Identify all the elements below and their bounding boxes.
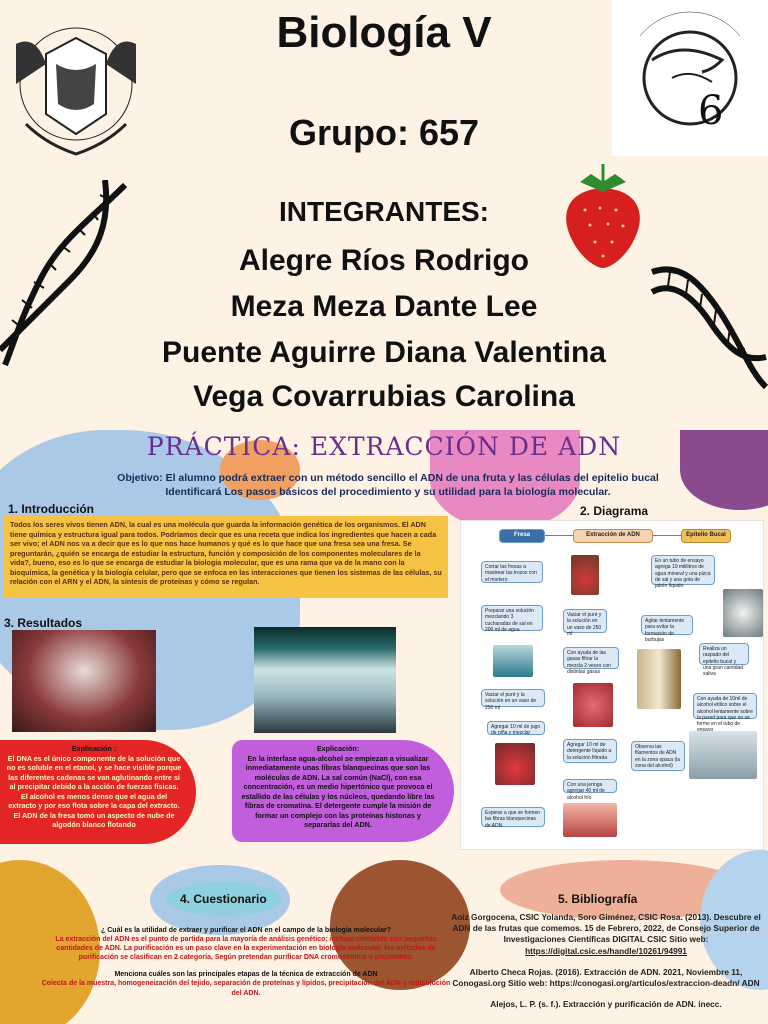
diagram-photo: [689, 731, 757, 779]
diagram-step: Vaciar el puré y la solución en un vaso de 250 ml: [481, 689, 545, 707]
result-explanation-right: [232, 740, 454, 842]
enp-logo-number: 6: [698, 88, 724, 134]
diagram-step: Observa las filamentos de ADN en la zona opaca (la zona del alcohol): [631, 741, 685, 771]
members-heading: INTEGRANTES:: [279, 196, 489, 227]
reference-2: Alberto Checa Rojas. (2016). Extracción de ADN. 2021, Noviembre 11, Conogasi.org Sitio web: https://conogasi.org/articulos/extraccion-deadn/ ADN: [452, 966, 760, 988]
question-1: ¿ Cuál es la utilidad de extraer y purificar el ADN en el campo de la biología molecular?: [101, 927, 391, 934]
member-name: Puente Aguirre Diana Valentina: [161, 336, 606, 369]
member-name: Vega Covarrubias Carolina: [193, 380, 575, 413]
result-photo-cheek: [254, 627, 396, 733]
diagram-photo: [723, 589, 763, 637]
diagram-step: Agregar 10 ml de detergente líquido a la solución filtrada: [563, 739, 617, 763]
diagram-photo: [571, 555, 599, 595]
diagram-step: Con una jeringa agregar 40 ml de alcohol frío: [563, 779, 617, 793]
decorative-blob-purple: [680, 430, 768, 510]
diagram-step: Cortar las fresas a mastrear las trozos con el mortero: [481, 561, 543, 583]
practice-title: PRÁCTICA: EXTRACCIÓN DE ADN: [146, 432, 622, 461]
intro-text: Todos los seres vivos tienen ADN, la cual es una molécula que guarda la información genética de los organismos. El ADN tiene química y estructura igual para todos. Podríamos decir que es una receta que indica los ingredientes que hacen a cada ser vivo; el ADN nos va a decir que es lo que nos hace humanos y qué es lo que hace que una fresa sea una fresa. Se preguntarán, ¿quién se encarga de estudiar la estructura, función y composición de los componentes moleculares de la vida?, bueno, eso es lo que se encarga de estudiar la biología molecular, que es una rama que va de la mano con la bioquímica, la genética y la biología celular, pero que se enfoca en las interacciones que tienen los sistemas de las células, su relación con el ARN y el ADN, la síntesis de proteínas y cómo se regulan.: [4, 516, 448, 598]
member-name: Meza Meza Dante Lee: [230, 290, 538, 323]
reference-1-link[interactable]: https://digital.csic.es/handle/10261/94991: [525, 945, 687, 956]
dna-helix-right: [650, 262, 768, 392]
questions-label: 4. Cuestionario: [180, 892, 267, 906]
results-label: 3. Resultados: [4, 616, 83, 630]
poster-title: Biología V: [276, 8, 492, 57]
diagram-header-center: Extracción de ADN: [573, 529, 653, 543]
answer-1: La extracción del ADN es el punto de partida para la mayoría de análisis genético; incluso contando con pequeñas cantidades de ADN. La purificación es un paso clave en la experimentación en biología molecular, los métodos de purificación se clasifican en 2 categoría, Según pretendan purificar DNA cromosómico o plasmídico.: [55, 936, 437, 962]
result-explanation-left: [0, 740, 196, 844]
objective-text: Objetivo: El alumno podrá extraer con un método sencillo el ADN de una fruta y las células del epitelio bucal Identificará Los pasos básicos del procedimiento y su utilidad para la biología molecular.: [117, 472, 659, 498]
diagram-photo: [573, 683, 613, 727]
bibliography-block: [448, 912, 764, 1010]
diagram-photo: [495, 743, 535, 785]
questions-block: [40, 926, 452, 998]
question-2: Menciona cuáles son las principales etapas de la técnica de extracción de ADN: [114, 971, 378, 979]
reference-1: Aoiz Gorgocena, CSIC Yolanda, Soro Giménez, CSIC Rosa. (2013). Descubre el ADN de las frutas que comemos. 15 de Febrero, 2022, de Consejo Superior de Investigaciones Científicas DIGITAL CSIC Sitio web:: [451, 912, 761, 945]
diagram-header-left: Fresa: [499, 529, 545, 543]
diagram-label: 2. Diagrama: [580, 504, 649, 518]
diagram-step: Vaciar el puré y la solución en un vaso de 250 ml: [563, 609, 607, 633]
bibliography-label: 5. Bibliografía: [558, 892, 638, 906]
group-number: Grupo: 657: [288, 112, 480, 153]
explanation-text: El DNA es el único componente de la solución que no es soluble en el etanol, y se hace visible porque las diferentes cadenas se van aglutinando entre sí al precipitar debido a la acción de fuerzas físicas. El alcohol es menos denso que el agua del extracto y por eso flota sobre la capa del extracto. El ADN de la fresa tomó un aspecto de nube de algodón blanco flotando: [6, 753, 182, 829]
explanation-heading: Explicación:: [316, 744, 360, 753]
flow-diagram: [460, 520, 764, 850]
diagram-step: Preparar una solución mezclando 3 cucharadas de sal en 200 ml de agua: [481, 605, 543, 631]
diagram-step: Con ayuda de las gasas filtrar la mezcla 2 veces con distintas gasas: [563, 647, 619, 669]
diagram-photo: [563, 803, 617, 837]
diagram-step: Agitar lentamente para evitar la formación de burbujas: [641, 615, 693, 635]
diagram-step: Esperar a que se formen las fibras blanquecinas de ADN: [481, 807, 545, 827]
intro-label: 1. Introducción: [8, 502, 95, 516]
member-name: Alegre Ríos Rodrigo: [238, 244, 530, 277]
diagram-step: Realiza un raspado del epitelio bucal y una gran cantidad saliva: [699, 643, 749, 665]
diagram-photo: [637, 649, 681, 709]
explanation-heading: Explicación :: [71, 744, 117, 753]
diagram-photo: [493, 645, 533, 677]
diagram-header-right: Epitelio Bucal: [681, 529, 731, 543]
enp-logo: [612, 0, 768, 156]
result-photo-strawberry: [12, 630, 156, 732]
reference-3: Alejos, L. P. (s. f.). Extracción y purificación de ADN. inecc.: [490, 999, 722, 1010]
diagram-step: Agregar 10 ml de jugo de piña y mezclar: [487, 721, 545, 735]
unam-logo: [6, 4, 146, 164]
explanation-text: En la interfase agua-alcohol se empiezan a visualizar inmediatamente unas fibras blanquecinas que son las moléculas de ADN. La sal común (NaCl), con esa concentración, es un medio hipertónico que provoca el estallido de las células y los núcleos, quedando libre las fibras de cromatina. El detergente cumple la misión de formar un complejo con las proteínas histonas y separarlas del ADN.: [241, 753, 435, 829]
diagram-step: En un tubo de ensayo agrega 10 mililitros de agua mineral y una pizca de sal y una gota de jabón líquido: [651, 555, 715, 585]
answer-2: Colecta de la muestra, homogeneización del tejido, separación de proteínas y lípidos, precipitación del ADN y redisolución del ADN.: [41, 980, 451, 997]
diagram-step: Con ayuda de 10ml de alcohol etílico sobre el alcohol lentamente sobre la pared para que no se forme en el tubo de: [693, 693, 757, 719]
